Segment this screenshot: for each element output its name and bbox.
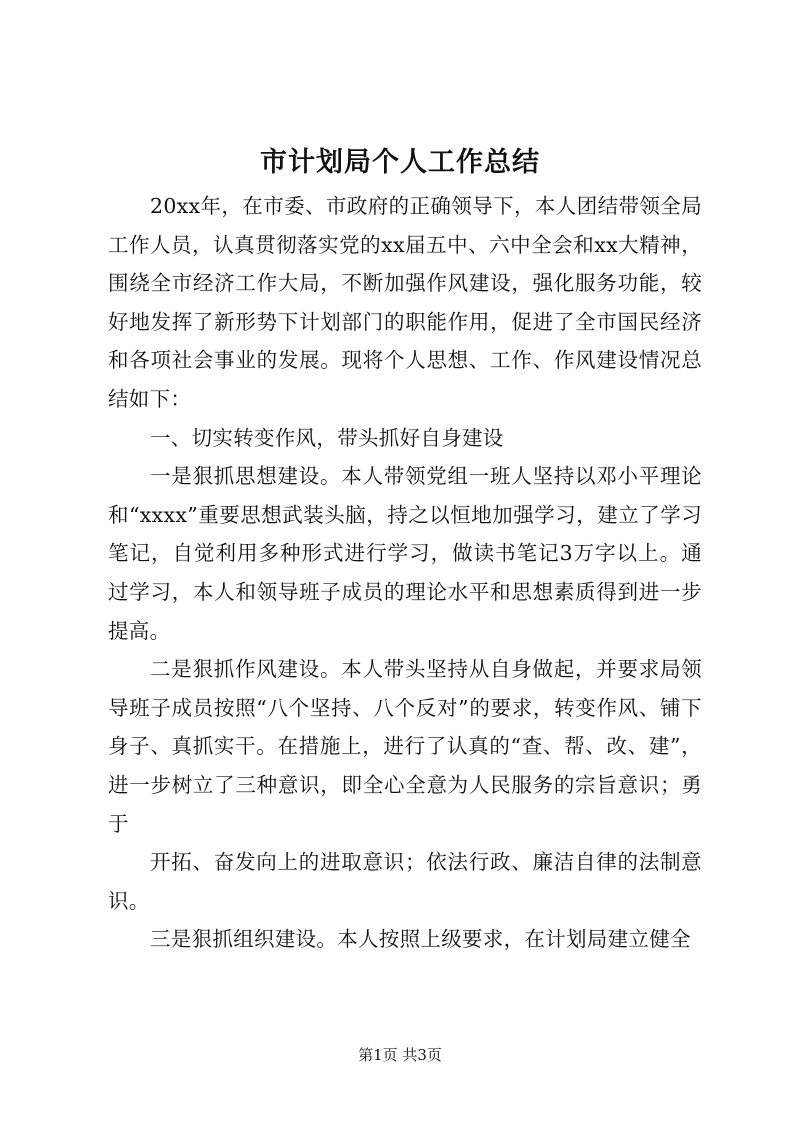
section-heading-1: 一、切实转变作风，带头抓好自身建设 <box>150 425 504 450</box>
page-number-footer: 第1页 共3页 <box>358 1046 442 1064</box>
paragraph-intro: 20xx年，在市委、市政府的正确领导下，本人团结带领全局工作人员，认真贯彻落实党的xx届五中、六中全会和xx大精神，围绕全市经济工作大局，不断加强作风建设，强化服务功能，较好地发挥了新形势下计划部门的职能作用，促进了全市国民经济和各项社会事业的发展。现将个人思想、工作、作风建设情况总结如下： <box>108 194 702 411</box>
paragraph-organization: 三是狠抓组织建设。本人按照上级要求，在计划局建立健全 <box>150 927 691 952</box>
document-body <box>108 187 702 959</box>
paragraph-ideology: 一是狠抓思想建设。本人带领党组一班人坚持以邓小平理论和“xxxx”重要思想武装头脑，持之以恒地加强学习，建立了学习笔记，自觉利用多种形式进行学习，做读书笔记3万字以上。通过学习，本人和领导班子成员的理论水平和思想素质得到进一步提高。 <box>108 464 702 643</box>
document-title: 市计划局个人工作总结 <box>260 147 540 178</box>
paragraph-work-style-cont: 开拓、奋发向上的进取意识；依法行政、廉洁自律的法制意识。 <box>108 850 702 913</box>
paragraph-work-style: 二是狠抓作风建设。本人带头坚持从自身做起，并要求局领导班子成员按照“八个坚持、八个反对”的要求，转变作风、铺下身子、真抓实干。在措施上，进行了认真的“查、帮、改、建”，进一步树立了三种意识，即全心全意为人民服务的宗旨意识；勇于 <box>108 657 702 836</box>
